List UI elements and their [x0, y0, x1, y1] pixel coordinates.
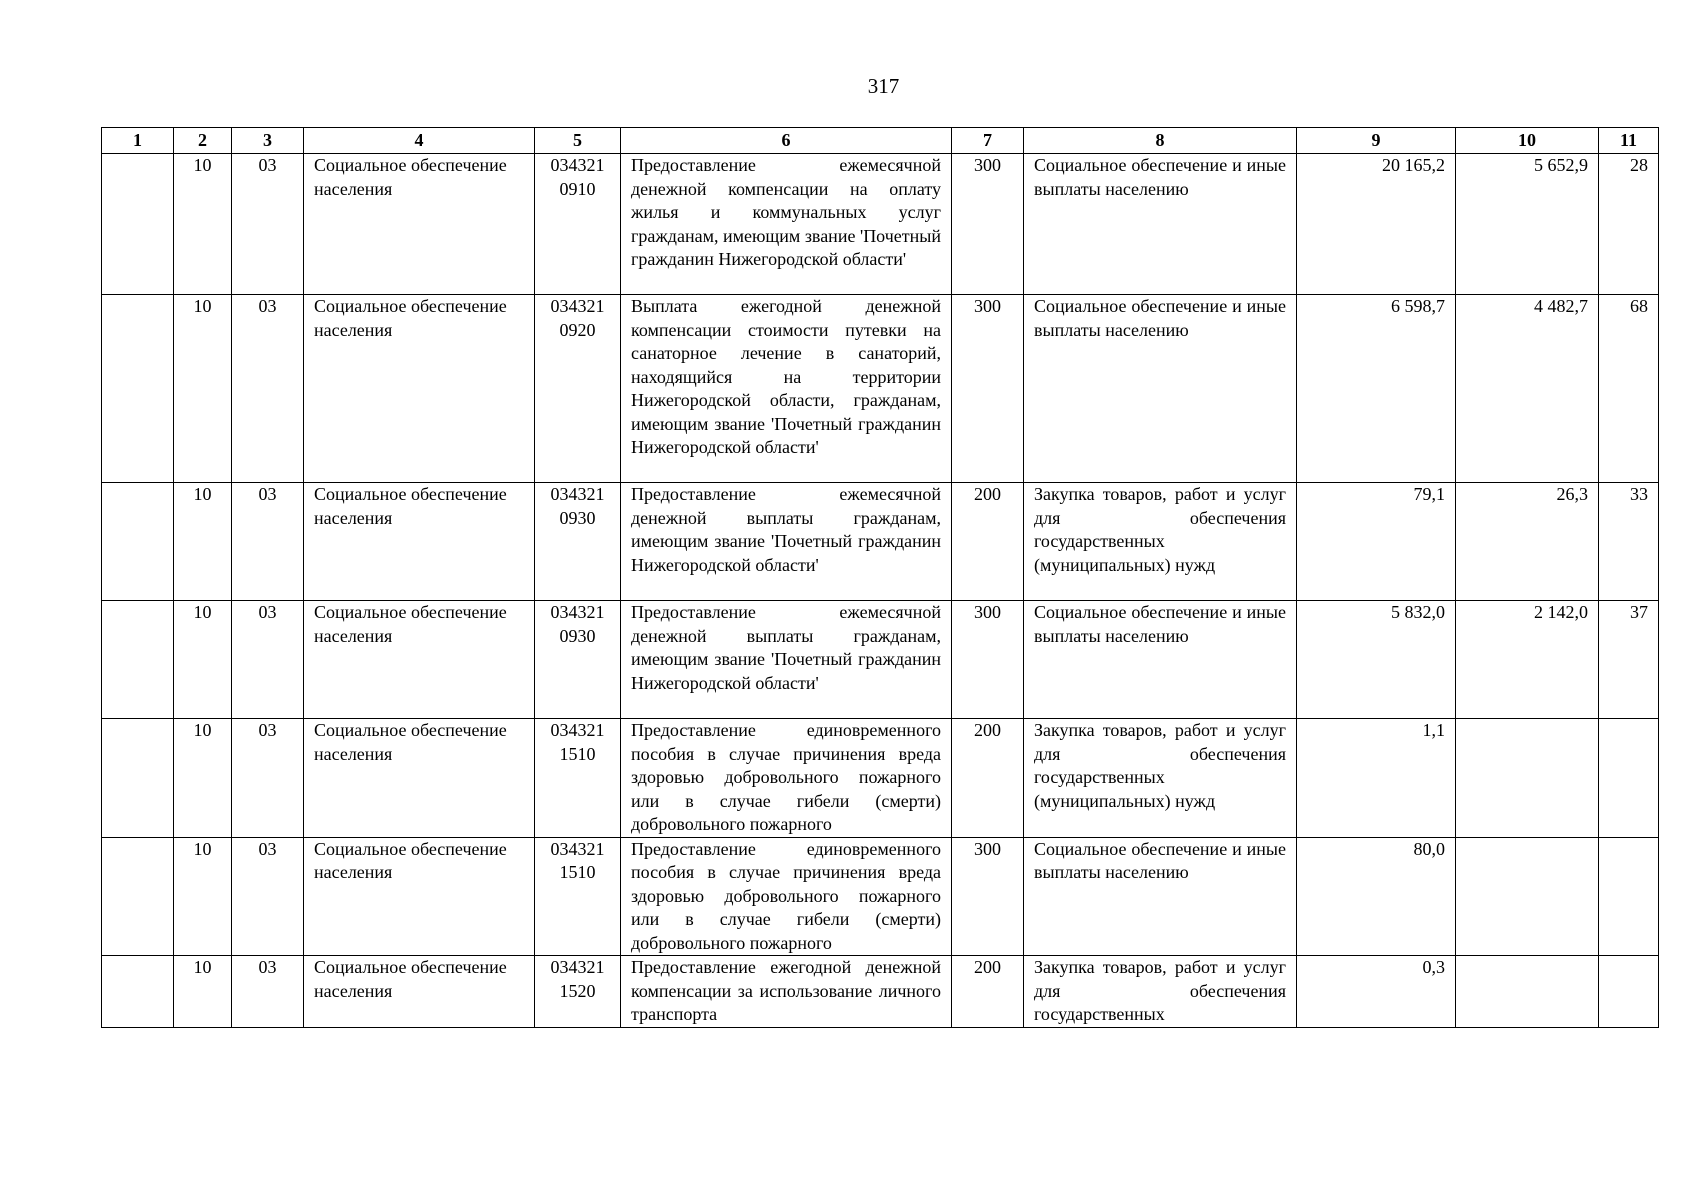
cell-amount-10: 26,3 [1456, 483, 1599, 601]
cell-target-description: Предоставление ежемесячной денежной выплаты гражданам, имеющим звание 'Почетный гражданин Нижегородской области' [621, 483, 952, 601]
cell-amount-9: 6 598,7 [1297, 295, 1456, 483]
cell-amount-10 [1456, 719, 1599, 838]
cell-amount-11: 37 [1599, 601, 1659, 719]
cell-section-name: Социальное обеспечение населения [304, 719, 535, 838]
cell-expense-type: 200 [952, 719, 1024, 838]
cell-amount-9: 5 832,0 [1297, 601, 1456, 719]
cell-target-code: 034321 1510 [535, 837, 621, 956]
column-header-4: 4 [304, 128, 535, 154]
cell-section-name: Социальное обеспечение населения [304, 295, 535, 483]
cell-target-description: Выплата ежегодной денежной компенсации стоимости путевки на санаторное лечение в санаторий, находящийся на территории Нижегородской области, гражданам, имеющим звание 'Почетный гражданин Нижегородской области' [621, 295, 952, 483]
column-header-8: 8 [1024, 128, 1297, 154]
table-row [102, 719, 1659, 838]
cell-subsection: 03 [232, 601, 304, 719]
cell-expense-type: 300 [952, 837, 1024, 956]
cell-col1 [102, 295, 174, 483]
cell-section-name: Социальное обеспечение населения [304, 154, 535, 295]
cell-target-code: 034321 1520 [535, 956, 621, 1028]
table-row [102, 837, 1659, 956]
cell-expense-type-name: Закупка товаров, работ и услуг для обеспечения государственных [1024, 956, 1297, 1028]
cell-amount-9: 80,0 [1297, 837, 1456, 956]
cell-expense-type-name: Социальное обеспечение и иные выплаты населению [1024, 154, 1297, 295]
column-header-9: 9 [1297, 128, 1456, 154]
column-header-3: 3 [232, 128, 304, 154]
cell-expense-type: 200 [952, 956, 1024, 1028]
cell-col1 [102, 154, 174, 295]
cell-target-description: Предоставление ежемесячной денежной компенсации на оплату жилья и коммунальных услуг гражданам, имеющим звание 'Почетный гражданин Нижегородской области' [621, 154, 952, 295]
cell-section-name: Социальное обеспечение населения [304, 601, 535, 719]
cell-section: 10 [174, 295, 232, 483]
cell-amount-9: 20 165,2 [1297, 154, 1456, 295]
cell-section: 10 [174, 837, 232, 956]
cell-subsection: 03 [232, 295, 304, 483]
cell-amount-10: 2 142,0 [1456, 601, 1599, 719]
cell-target-description: Предоставление ежемесячной денежной выплаты гражданам, имеющим звание 'Почетный гражданин Нижегородской области' [621, 601, 952, 719]
cell-expense-type-name: Закупка товаров, работ и услуг для обеспечения государственных (муниципальных) нужд [1024, 483, 1297, 601]
table-row [102, 601, 1659, 719]
cell-expense-type-name: Социальное обеспечение и иные выплаты населению [1024, 295, 1297, 483]
cell-col1 [102, 483, 174, 601]
cell-col1 [102, 956, 174, 1028]
cell-subsection: 03 [232, 719, 304, 838]
cell-amount-9: 0,3 [1297, 956, 1456, 1028]
cell-col1 [102, 837, 174, 956]
table-row [102, 956, 1659, 1028]
cell-amount-10 [1456, 837, 1599, 956]
cell-target-description: Предоставление ежегодной денежной компенсации за использование личного транспорта [621, 956, 952, 1028]
cell-amount-11 [1599, 956, 1659, 1028]
cell-target-description: Предоставление единовременного пособия в случае причинения вреда здоровью добровольного пожарного или в случае гибели (смерти) добровольного пожарного [621, 837, 952, 956]
cell-amount-11 [1599, 719, 1659, 838]
budget-table [101, 127, 1659, 1028]
cell-target-code: 034321 0930 [535, 483, 621, 601]
cell-amount-9: 1,1 [1297, 719, 1456, 838]
table-row [102, 295, 1659, 483]
cell-section-name: Социальное обеспечение населения [304, 483, 535, 601]
cell-amount-11: 68 [1599, 295, 1659, 483]
cell-subsection: 03 [232, 837, 304, 956]
cell-section: 10 [174, 154, 232, 295]
cell-amount-11: 28 [1599, 154, 1659, 295]
cell-target-code: 034321 0930 [535, 601, 621, 719]
cell-expense-type-name: Социальное обеспечение и иные выплаты населению [1024, 601, 1297, 719]
cell-section: 10 [174, 483, 232, 601]
cell-target-code: 034321 0910 [535, 154, 621, 295]
cell-amount-11 [1599, 837, 1659, 956]
cell-amount-11: 33 [1599, 483, 1659, 601]
cell-section: 10 [174, 601, 232, 719]
cell-expense-type-name: Закупка товаров, работ и услуг для обеспечения государственных (муниципальных) нужд [1024, 719, 1297, 838]
cell-target-description: Предоставление единовременного пособия в случае причинения вреда здоровью добровольного пожарного или в случае гибели (смерти) добровольного пожарного [621, 719, 952, 838]
column-header-11: 11 [1599, 128, 1659, 154]
cell-expense-type: 300 [952, 601, 1024, 719]
column-header-5: 5 [535, 128, 621, 154]
cell-target-code: 034321 0920 [535, 295, 621, 483]
column-header-6: 6 [621, 128, 952, 154]
cell-section: 10 [174, 956, 232, 1028]
cell-expense-type-name: Социальное обеспечение и иные выплаты населению [1024, 837, 1297, 956]
table-row [102, 154, 1659, 295]
cell-section: 10 [174, 719, 232, 838]
cell-subsection: 03 [232, 956, 304, 1028]
cell-col1 [102, 601, 174, 719]
cell-col1 [102, 719, 174, 838]
cell-section-name: Социальное обеспечение населения [304, 837, 535, 956]
cell-amount-9: 79,1 [1297, 483, 1456, 601]
cell-amount-10 [1456, 956, 1599, 1028]
cell-subsection: 03 [232, 154, 304, 295]
column-header-2: 2 [174, 128, 232, 154]
cell-amount-10: 5 652,9 [1456, 154, 1599, 295]
cell-subsection: 03 [232, 483, 304, 601]
cell-expense-type: 200 [952, 483, 1024, 601]
table-row [102, 483, 1659, 601]
cell-amount-10: 4 482,7 [1456, 295, 1599, 483]
column-header-10: 10 [1456, 128, 1599, 154]
column-header-1: 1 [102, 128, 174, 154]
cell-expense-type: 300 [952, 154, 1024, 295]
cell-expense-type: 300 [952, 295, 1024, 483]
cell-target-code: 034321 1510 [535, 719, 621, 838]
cell-section-name: Социальное обеспечение населения [304, 956, 535, 1028]
header-row [102, 128, 1659, 154]
column-header-7: 7 [952, 128, 1024, 154]
page-number: 317 [867, 74, 900, 98]
